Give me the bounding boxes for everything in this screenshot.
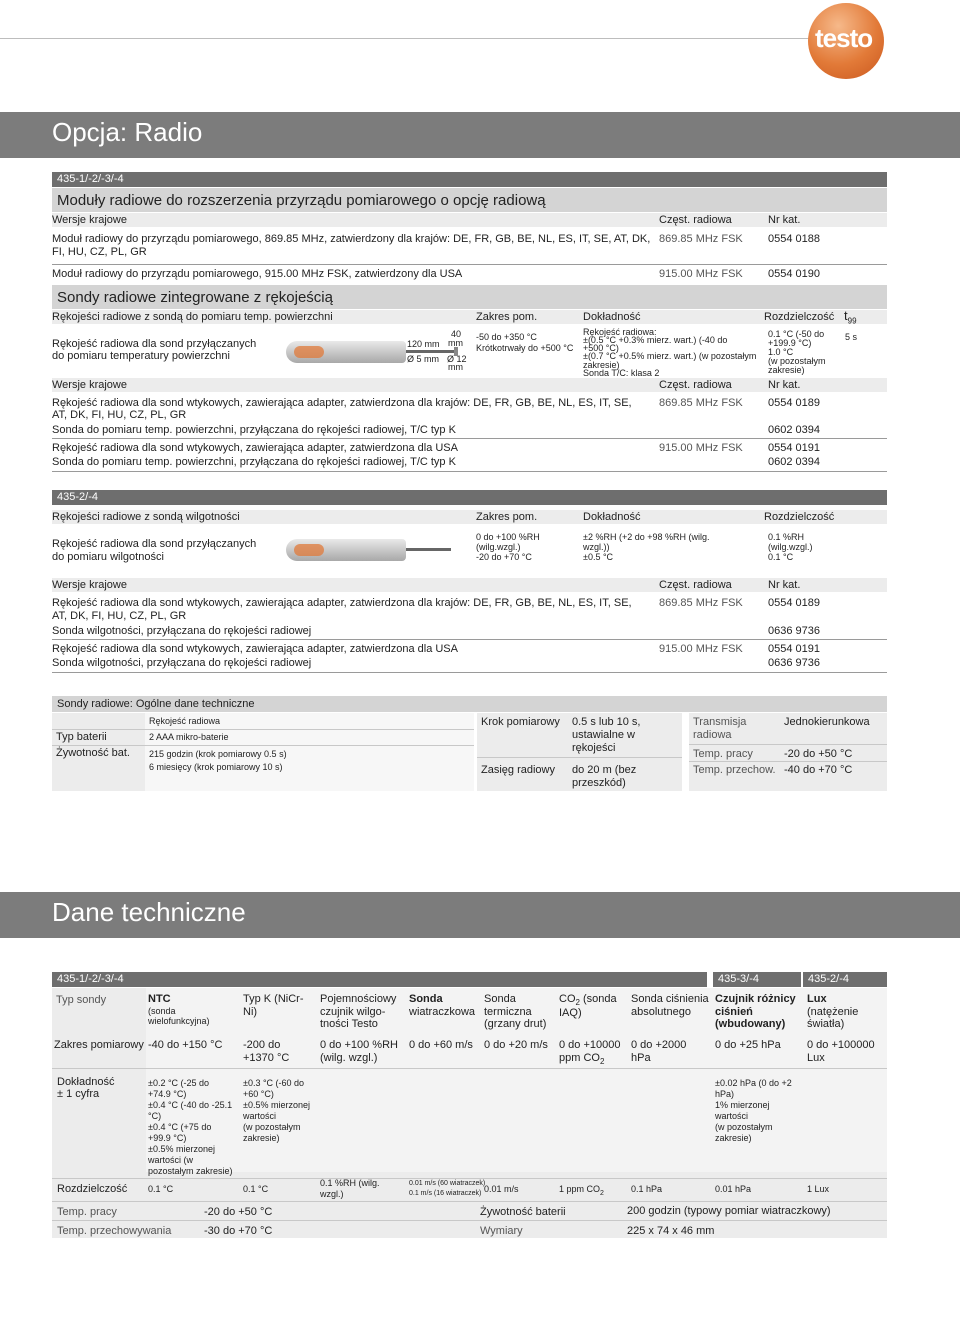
row-divider	[52, 264, 887, 265]
range-label: Zasięg radiowy	[481, 764, 555, 776]
range-hotwire: 0 do +20 m/s	[484, 1039, 548, 1051]
table-header	[52, 213, 887, 227]
storage-temp-value: -40 do +70 °C	[784, 764, 853, 776]
section-code-bar	[52, 972, 707, 987]
acc-text: Rękojeść radiowa:	[583, 327, 657, 337]
res-abs: 0.1 hPa	[631, 1184, 663, 1194]
col-t99: $t_{99}$	[844, 308, 857, 326]
acc-text: ±0.5 °C	[583, 552, 614, 562]
res-hotwire: 0.01 m/s	[484, 1184, 519, 1194]
section-title: Sondy radiowe zintegrowane z rękojeścią	[57, 289, 333, 306]
row-text: Sonda do pomiaru temp. powierzchni, przyłączana do rękojeści radiowej, T/C typ K	[52, 456, 456, 468]
row-freq: 915.00 MHz FSK	[659, 442, 743, 454]
section-code: 435-1/-2/-3/-4	[57, 973, 124, 985]
battery-type-label: Typ baterii	[56, 731, 107, 743]
res-lux: 1 Lux	[807, 1184, 830, 1194]
page-title: Dane techniczne	[52, 897, 246, 927]
type-co2: $CO_2$ (sonda IAQ)	[559, 993, 617, 1020]
t99-value: 5 s	[845, 332, 858, 342]
acc-text: wzgl.))	[583, 542, 610, 552]
row-divider	[52, 471, 887, 472]
section-code: 435-2/-4	[808, 973, 849, 985]
type-rh: Pojemnościowy czujnik wilgo- tności Testo	[320, 993, 397, 1031]
range-vane: 0 do +60 m/s	[409, 1039, 473, 1051]
row-text: Rękojeść radiowa dla sond wtykowych, zawierająca adapter, zatwierdzona dla USA	[52, 643, 458, 655]
row-nr: 0554 0191	[768, 643, 820, 655]
top-rule	[0, 38, 810, 39]
res-dp: 0.01 hPa	[715, 1184, 752, 1194]
row-divider	[52, 639, 887, 640]
col-acc: Dokładność	[583, 311, 641, 323]
res-text: (wilg.wzgl.)	[768, 542, 813, 552]
row-freq: 869.85 MHz FSK	[659, 397, 743, 409]
op-temp-value: -20 do +50 °C	[784, 748, 853, 760]
step-label: Krok pomiarowy	[481, 716, 560, 728]
row-text: Rękojeść radiowa dla sond wtykowych, zawierająca adapter, zatwierdzona dla USA	[52, 442, 458, 454]
range-co2: 0 do +10000 ppm $CO_2$	[559, 1039, 621, 1066]
section-code-bar	[52, 172, 887, 187]
row-label-type: Typ sondy	[56, 994, 107, 1006]
row-text: Rękojeść radiowa dla sond wtykowych, zawierająca adapter, zatwierdzona dla krajów: DE, FR, GB, BE, NL, ES, IT, SE,	[52, 397, 632, 409]
row-nr: 0554 0191	[768, 442, 820, 454]
res-rh: 0.1 %RH (wilg.	[320, 1178, 380, 1188]
page-title: Opcja: Radio	[52, 117, 203, 147]
trans-label: radiowa	[693, 729, 732, 741]
type-k: Typ K (NiCr- Ni)	[243, 993, 304, 1018]
battery-life: 6 miesięcy (krok pomiarowy 10 s)	[149, 762, 283, 772]
section-title-bar	[52, 696, 887, 712]
dim-label: Ø 12	[447, 354, 467, 364]
acc-k: ±0.3 °C (-60 do +60 °C) ±0.5% mierzonej wartości (w pozostałym zakresie)	[243, 1078, 310, 1143]
op-temp-value: -20 do +50 °C	[204, 1206, 273, 1218]
col-freq: Częst. radiowa	[659, 579, 732, 591]
row-divider	[689, 761, 887, 762]
section-code-bar	[803, 972, 887, 987]
dim-label: mm	[448, 362, 463, 372]
acc-text: Sonda T/C: klasa 2	[583, 368, 660, 378]
row-nr: 0554 0189	[768, 597, 820, 609]
res-co2: 1 ppm $CO_2$	[559, 1184, 604, 1197]
row-text: AT, DK, FI, HU, CZ, PL, GR	[52, 610, 187, 622]
res-text: 0.1 °C (-50 do	[768, 329, 825, 339]
range-k: -200 do +1370 °C	[243, 1039, 290, 1064]
range-abs: 0 do +2000 hPa	[631, 1039, 687, 1064]
probe-desc: Rękojeść radiowa dla sond przyłączanych	[52, 338, 257, 350]
range-text: Krótkotrwały do +500 °C	[476, 343, 574, 353]
section-title: Moduły radiowe do rozszerzenia przyrządu pomiarowego o opcję radiową	[57, 192, 546, 209]
col-res: Rozdzielczość	[764, 311, 835, 323]
row-text: Moduł radiowy do przyrządu pomiarowego, 869.85 MHz, zatwierdzony dla krajów: DE, FR, GB, BE, NL, ES, IT, SE, AT, DK,	[52, 233, 651, 245]
table-header	[52, 578, 887, 592]
row-text: Rękojeść radiowa dla sond wtykowych, zawierająca adapter, zatwierdzona dla krajów: DE, FR, GB, BE, NL, ES, IT, SE,	[52, 597, 632, 609]
section-title-bar	[52, 188, 887, 212]
col-nr: Nr kat.	[768, 579, 801, 591]
res-k: 0.1 °C	[243, 1184, 269, 1194]
row-divider	[52, 672, 887, 673]
table-header	[52, 378, 887, 392]
acc-text: ±2 %RH (+2 do +98 %RH (wilg.	[583, 532, 710, 542]
probe-desc: do pomiaru temperatury powierzchni	[52, 350, 230, 362]
row-text: FI, HU, CZ, PL, GR	[52, 246, 147, 258]
row-freq: 915.00 MHz FSK	[659, 643, 743, 655]
step-value: rękojeści	[572, 742, 616, 754]
battery-life: 215 godzin (krok pomiarowy 0.5 s)	[149, 749, 287, 759]
probe-desc: do pomiaru wilgotności	[52, 551, 164, 563]
step-value: ustawialne w	[572, 729, 635, 741]
dim-label: Ø 5 mm	[407, 354, 440, 364]
section-code: 435-2/-4	[57, 491, 98, 503]
col-acc: Dokładność	[583, 511, 641, 523]
row-nr: 0602 0394	[768, 456, 820, 468]
section-title: Sondy radiowe: Ogólne dane techniczne	[57, 698, 255, 710]
range-rh: 0 do +100 %RH (wilg. wzgl.)	[320, 1039, 398, 1064]
range-value: do 20 m (bez	[572, 764, 637, 776]
col-nr: Nr kat.	[768, 379, 801, 391]
acc-dp: ±0.02 hPa (0 do +2 hPa) 1% mierzonej wartości (w pozostałym zakresie)	[715, 1078, 792, 1143]
section-code-bar	[713, 972, 801, 987]
range-text: -20 do +70 °C	[476, 552, 532, 562]
col-head: Rękojeść radiowa	[149, 716, 221, 726]
col-freq: Częst. radiowa	[659, 214, 732, 226]
row-text: Sonda do pomiaru temp. powierzchni, przyłączana do rękojeści radiowej, T/C typ K	[52, 424, 456, 436]
range-ntc: -40 do +150 °C	[148, 1039, 223, 1051]
row-nr: 0636 9736	[768, 657, 820, 669]
row-freq: 869.85 MHz FSK	[659, 597, 743, 609]
type-abs-pressure: Sonda ciśnienia absolutnego	[631, 993, 709, 1018]
dim-label: 40	[451, 329, 462, 339]
storage-temp-label: Temp. przechow.	[693, 764, 776, 776]
acc-text: ±(0.5 °C +0.3% mierz. wart.) (-40 do	[583, 335, 728, 345]
dimensions-label: Wymiary	[480, 1225, 523, 1237]
probe-desc: Rękojeść radiowa dla sond przyłączanych	[52, 538, 257, 550]
acc-text: +500 °C)	[583, 343, 619, 353]
row-label-range: Zakres pomiarowy	[54, 1039, 144, 1051]
range-text: (wilg.wzgl.)	[476, 542, 521, 552]
res-text: 0.1 °C	[768, 552, 794, 562]
row-divider	[52, 438, 887, 439]
trans-value: Jednokierunkowa	[784, 716, 870, 728]
row-label-res: Rozdzielczość	[57, 1183, 128, 1195]
res-vane: 0.1 m/s (16 wiatraczek)	[409, 1190, 482, 1197]
row-freq: 915.00 MHz FSK	[659, 268, 743, 280]
type-vane: Sonda wiatraczkowa	[409, 993, 476, 1018]
battery-type: 2 AAA mikro-baterie	[149, 732, 229, 742]
type-diff-pressure: Czujnik różnicy ciśnień (wbudowany)	[715, 993, 796, 1031]
section-code: 435-3/-4	[718, 973, 759, 985]
col-freq: Częst. radiowa	[659, 379, 732, 391]
dim-label: 120 mm	[407, 339, 440, 349]
humidity-probe-image	[286, 539, 466, 561]
battery-life-label: Żywotność baterii	[480, 1206, 566, 1218]
row-nr: 0554 0188	[768, 233, 820, 245]
dimensions-value: 225 x 74 x 46 mm	[627, 1225, 715, 1237]
op-temp-label: Temp. pracy	[693, 748, 753, 760]
section-code: 435-1/-2/-3/-4	[57, 173, 124, 185]
row-divider	[52, 1220, 887, 1221]
col-version: Wersje krajowe	[52, 214, 127, 226]
res-text: (w pozostałym	[768, 356, 826, 366]
type-hotwire: Sonda termiczna (grzany drut)	[484, 993, 547, 1031]
res-vane: 0.01 m/s (60 wiatraczek)	[409, 1180, 486, 1187]
storage-temp-value: -30 do +70 °C	[204, 1225, 273, 1237]
res-rh: wzgl.)	[320, 1189, 344, 1199]
res-ntc: 0.1 °C	[148, 1184, 174, 1194]
section-title-bar	[52, 285, 887, 309]
acc-text: ±(0.7 °C +0.5% mierz. wart.) (w pozostałym	[583, 351, 757, 361]
step-value: 0.5 s lub 10 s,	[572, 716, 641, 728]
tech-data-title-bar	[0, 892, 960, 938]
row-text: AT, DK, FI, HU, CZ, PL, GR	[52, 409, 187, 421]
row-divider	[477, 757, 682, 758]
page-title-bar	[0, 112, 960, 158]
row-nr: 0554 0190	[768, 268, 820, 280]
row-label-acc: ± 1 cyfra	[57, 1088, 100, 1100]
row-divider	[52, 1068, 887, 1069]
testo-logo: testo	[808, 3, 884, 79]
row-text: Sonda wilgotności, przyłączana do rękojeści radiowej	[52, 625, 312, 637]
acc-text: zakresie)	[583, 360, 620, 370]
range-lux: 0 do +100000 Lux	[807, 1039, 875, 1064]
col-range: Zakres pom.	[476, 311, 538, 323]
col-range: Zakres pom.	[476, 511, 538, 523]
row-nr: 0554 0189	[768, 397, 820, 409]
col-main: Rękojeści radiowe z sondą wilgotności	[52, 511, 240, 523]
col-res: Rozdzielczość	[764, 511, 835, 523]
battery-life-label: Żywotność bat.	[56, 747, 130, 759]
row-nr: 0636 9736	[768, 625, 820, 637]
storage-temp-label: Temp. przechowywania	[57, 1225, 172, 1237]
col-main: Rękojeści radiowe z sondą do pomiaru temp. powierzchni	[52, 311, 333, 323]
row-divider	[52, 1201, 887, 1202]
battery-life-value: 200 godzin (typowy pomiar wiatraczkowy)	[627, 1205, 831, 1217]
col-version: Wersje krajowe	[52, 579, 127, 591]
section-code-bar	[52, 490, 887, 505]
row-divider	[689, 744, 887, 745]
range-text: 0 do +100 %RH	[476, 532, 540, 542]
res-text: 1.0 °C	[768, 347, 794, 357]
range-value: przeszkód)	[572, 777, 626, 789]
row-nr: 0602 0394	[768, 424, 820, 436]
trans-label: Transmisja	[693, 716, 747, 728]
row-divider	[52, 745, 474, 746]
row-text: Moduł radiowy do przyrządu pomiarowego, 915.00 MHz FSK, zatwierdzony dla USA	[52, 268, 463, 280]
res-text: zakresie)	[768, 365, 805, 375]
type-lux: Lux (natężenie światła)	[807, 993, 859, 1031]
res-text: 0.1 %RH	[768, 532, 805, 542]
dim-label: mm	[448, 338, 463, 348]
res-text: +199.9 °C)	[768, 338, 812, 348]
row-divider	[52, 729, 474, 730]
range-text: -50 do +350 °C	[476, 332, 537, 342]
type-ntc: NTC (sonda wielofunkcyjna)	[148, 993, 210, 1026]
row-label-acc: Dokładność	[57, 1076, 115, 1088]
row-text: Sonda wilgotności, przyłączana do rękojeści radiowej	[52, 657, 312, 669]
row-freq: 869.85 MHz FSK	[659, 233, 743, 245]
op-temp-label: Temp. pracy	[57, 1206, 117, 1218]
range-dp: 0 do +25 hPa	[715, 1039, 781, 1051]
col-version: Wersje krajowe	[52, 379, 127, 391]
acc-ntc: ±0.2 °C (-25 do +74.9 °C) ±0.4 °C (-40 do -25.1 °C) ±0.4 °C (+75 do +99.9 °C) ±0.5% mierzonej wartości (w pozostałym zakresie)	[148, 1078, 233, 1176]
row-divider	[52, 1178, 887, 1179]
col-nr: Nr kat.	[768, 214, 801, 226]
